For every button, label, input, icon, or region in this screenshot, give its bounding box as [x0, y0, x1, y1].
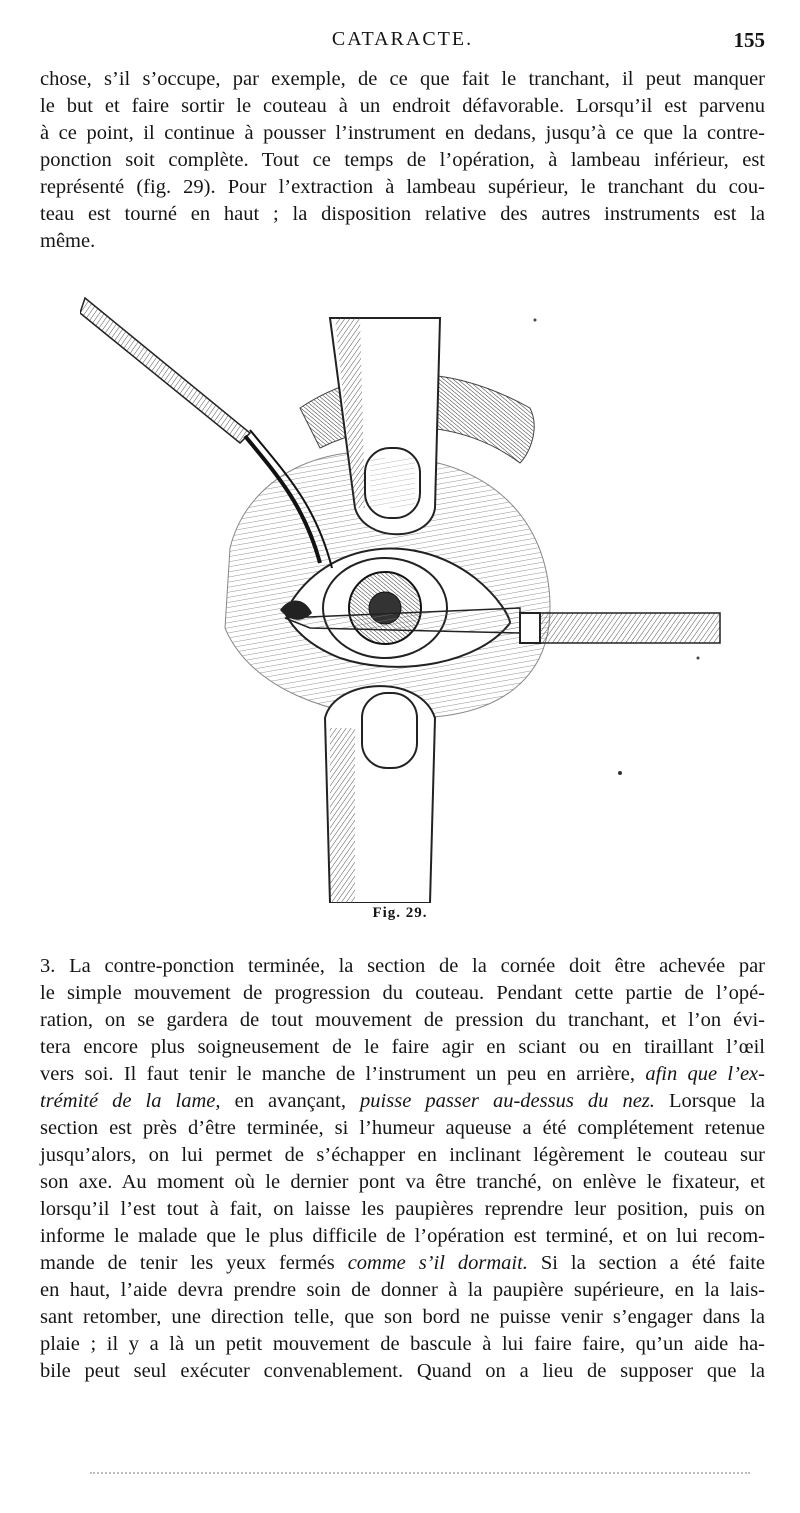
- italic-segment: afin que l’ex-: [645, 1063, 765, 1085]
- text-line: bile peut seul exécuter convenablement. Quand on a lieu de supposer que la: [40, 1360, 765, 1382]
- text-segment: Lorsque la: [668, 1090, 765, 1112]
- italic-segment: puisse passer au-dessus du nez.: [360, 1090, 655, 1112]
- text-line: chose, s’il s’occupe, par exemple, de ce que fait le tranchant, il peut manquer: [40, 68, 765, 90]
- text-line: ration, on se gardera de tout mouvement de pression du tranchant, et l’on évi-: [40, 1009, 765, 1031]
- text-segment: mande de tenir les yeux fermés: [40, 1252, 335, 1274]
- text-line: teau est tourné en haut ; la disposition relative des autres instruments est la: [40, 203, 765, 225]
- text-line: [40, 1061, 765, 1088]
- text-line: le but et faire sortir le couteau à un endroit défavorable. Lorsqu’il est parvenu: [40, 95, 765, 117]
- text-line: en haut, l’aide devra prendre soin de donner à la paupière supérieure, en la lais-: [40, 1279, 765, 1301]
- text-line: ponction soit complète. Tout ce temps de l’opération, à lambeau inférieur, est: [40, 149, 765, 171]
- text-line: section est près d’être terminée, si l’humeur aqueuse a été complétement retenue: [40, 1117, 765, 1139]
- figure-29-illustration: [80, 278, 730, 903]
- text-line: plaie ; il y a là un petit mouvement de bascule à lui faire faire, qu’un aide ha-: [40, 1333, 765, 1355]
- text-line: 3. La contre-ponction terminée, la section de la cornée doit être achevée par: [40, 955, 765, 977]
- figure-caption: Fig. 29.: [372, 905, 428, 921]
- text-line: [40, 1088, 765, 1115]
- text-line: jusqu’alors, on lui permet de s’échapper en inclinant légèrement le couteau sur: [40, 1144, 765, 1166]
- text-segment: vers soi. Il faut tenir le manche de l’instrument un peu en arrière,: [40, 1063, 636, 1085]
- forceps: [80, 298, 250, 443]
- italic-segment: trémité de la lame,: [40, 1090, 221, 1112]
- text-line: sant retomber, une direction telle, que son bord ne puisse venir s’engager dans la: [40, 1306, 765, 1328]
- text-line: son axe. Au moment où le dernier pont va être tranché, on enlève le fixateur, et: [40, 1171, 765, 1193]
- running-head: [40, 28, 765, 58]
- knife-handle: [540, 613, 720, 643]
- running-title: CATARACTE.: [331, 28, 474, 50]
- text-line: à ce point, il continue à pousser l’instrument en dedans, jusqu’à ce que la contre-: [40, 122, 765, 144]
- text-line: informe le malade que le plus difficile de l’opération est terminé, et on lui recom-: [40, 1225, 765, 1247]
- text-segment: en avançant,: [234, 1090, 346, 1112]
- page-number: 155: [733, 28, 765, 52]
- text-line: représenté (fig. 29). Pour l’extraction à lambeau supérieur, le tranchant du cou-: [40, 176, 765, 198]
- text-line: [40, 1250, 765, 1277]
- knife-ferrule: [520, 613, 540, 643]
- text-line: même.: [40, 230, 96, 252]
- text-segment: Si la section a été faite: [540, 1252, 765, 1274]
- footer-dotted-rule: [90, 1472, 750, 1480]
- paragraph-top: [40, 66, 765, 255]
- text-line: lorsqu’il l’est tout à fait, on laisse les paupières reprendre leur position, puis on: [40, 1198, 765, 1220]
- text-line: le simple mouvement de progression du couteau. Pendant cette partie de l’opé-: [40, 982, 765, 1004]
- paragraph-3: [40, 953, 765, 1385]
- text-line: tera encore plus soigneusement de le faire agir en sciant ou en tiraillant l’œil: [40, 1036, 765, 1058]
- italic-segment: comme s’il dormait.: [347, 1252, 528, 1274]
- eye-surgery-engraving: [80, 278, 730, 903]
